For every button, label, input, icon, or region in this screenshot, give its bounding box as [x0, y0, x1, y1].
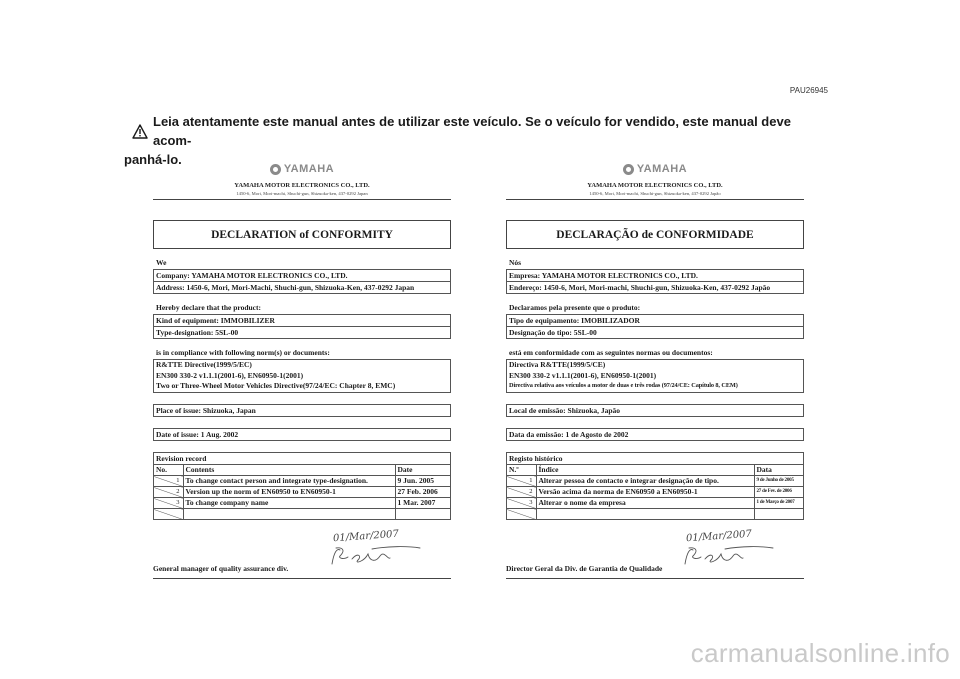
- revision-contents: Versão acima da norma de EN60950 a EN60950-1: [536, 487, 754, 498]
- warning-text-line2: panhá-lo.: [124, 152, 182, 167]
- declaration-english: [153, 160, 451, 579]
- revision-number: 2: [507, 487, 536, 498]
- column-header: Date: [395, 465, 450, 476]
- issue-date-row: Data da emissão: 1 de Agosto de 2002: [509, 430, 629, 440]
- column-header: N.º: [507, 465, 536, 476]
- table-row: [507, 487, 803, 498]
- we-label: We: [156, 258, 167, 267]
- revision-contents: Alterar pessoa de contacto e integrar designação de tipo.: [536, 476, 754, 487]
- revision-table: [507, 465, 803, 519]
- standards-box: [153, 359, 451, 393]
- column-header: No.: [154, 465, 183, 476]
- warning-text-line1: Leia atentamente este manual antes de utilizar este veículo. Se o veículo for vendido, este manual deve acom-: [153, 114, 791, 148]
- standards-box: [506, 359, 804, 393]
- company-address: 1450-6, Mori, Mori-machi, Shuchi-gun, Shizuoka-ken, 437-0292 Japão: [589, 191, 721, 196]
- signature-date: 01/Mar/2007: [332, 528, 400, 545]
- we-label: Nós: [509, 258, 522, 267]
- yamaha-logo: YAMAHA: [506, 160, 804, 178]
- table-row: [154, 487, 450, 498]
- signature-area: [506, 528, 804, 579]
- table-row-empty: [507, 509, 803, 520]
- declare-label: Hereby declare that the product:: [156, 303, 261, 312]
- signature-date: 01/Mar/2007: [685, 528, 753, 545]
- product-box: [506, 314, 804, 339]
- yamaha-logo: YAMAHA: [153, 160, 451, 178]
- revision-contents: Alterar o nome da empresa: [536, 498, 754, 509]
- equipment-row: Kind of equipment: IMMOBILIZER: [156, 316, 275, 325]
- header-divider: [153, 199, 451, 200]
- standard-item: Directiva R&TTE(1999/5/CE): [509, 360, 606, 369]
- standard-item: EN300 330-2 v1.1.1(2001-6), EN60950-1(2001): [509, 370, 657, 380]
- table-row-empty: [154, 509, 450, 520]
- tuning-fork-logo-icon: [623, 164, 634, 175]
- revision-date: 9 Jun. 2005: [395, 476, 450, 487]
- compliance-label: is in compliance with following norm(s) or documents:: [156, 348, 330, 357]
- table-row: [154, 476, 450, 487]
- column-header: Data: [754, 465, 803, 476]
- place-row: Local de emissão: Shizuoka, Japão: [509, 406, 621, 416]
- table-row: [507, 498, 803, 509]
- company-info-box: [506, 269, 804, 294]
- signature-line: [506, 578, 804, 579]
- issue-date-row: Date of issue: 1 Aug. 2002: [156, 430, 239, 440]
- standard-item: Directiva relativa aos veículos a motor de duas e três rodas (97/24/CE: Capítulo 8, CEM): [509, 382, 738, 390]
- place-row: Place of issue: Shizuoka, Japan: [156, 406, 256, 416]
- revision-header-row: [154, 465, 450, 476]
- declaration-title: DECLARAÇÃO de CONFORMIDADE: [506, 220, 804, 249]
- revision-date: 27 Feb. 2006: [395, 487, 450, 498]
- revision-date: 9 de Junho de 2005: [754, 476, 803, 487]
- revision-contents: Version up the norm of EN60950 to EN60950-1: [183, 487, 395, 498]
- date-box: [506, 428, 804, 441]
- company-address: 1450-6, Mori, Mori-machi, Shuchi-gun, Shizuoka-ken, 437-0292 Japan: [236, 191, 368, 196]
- revision-title: Registo histórico: [507, 453, 803, 465]
- declaration-portuguese: [506, 160, 804, 579]
- address-row: Address: 1450-6, Mori, Mori-Machi, Shuchi-gun, Shizuoka-Ken, 437-0292 Japan: [154, 281, 450, 293]
- company-row: Empresa: YAMAHA MOTOR ELECTRONICS CO., LTD.: [509, 271, 698, 280]
- column-header: Índice: [536, 465, 754, 476]
- compliance-label: está em conformidade com as seguintes normas ou documentos:: [509, 348, 713, 357]
- company-name: YAMAHA MOTOR ELECTRONICS CO., LTD.: [587, 182, 723, 189]
- signature-area: [153, 528, 451, 579]
- product-box: [153, 314, 451, 339]
- handwritten-signature-icon: [328, 544, 423, 570]
- header-divider: [506, 199, 804, 200]
- revision-title: Revision record: [154, 453, 450, 465]
- place-box: [153, 404, 451, 417]
- declare-label: Declaramos pela presente que o produto:: [509, 303, 641, 312]
- page-code: PAU26945: [789, 86, 828, 95]
- revision-table: [154, 465, 450, 519]
- revision-record: [506, 452, 804, 520]
- revision-date: 1 de Março de 2007: [754, 498, 803, 509]
- revision-number: 3: [507, 498, 536, 509]
- table-row: [154, 498, 450, 509]
- revision-record: [153, 452, 451, 520]
- company-name: YAMAHA MOTOR ELECTRONICS CO., LTD.: [234, 182, 370, 189]
- revision-contents: To change contact person and integrate type-designation.: [183, 476, 395, 487]
- company-row: Company: YAMAHA MOTOR ELECTRONICS CO., LTD.: [156, 271, 348, 280]
- revision-contents: To change company name: [183, 498, 395, 509]
- revision-number: 1: [154, 476, 183, 487]
- date-box: [153, 428, 451, 441]
- watermark: carmanualsonline.info: [690, 638, 950, 668]
- revision-date: 1 Mar. 2007: [395, 498, 450, 509]
- warning-triangle-icon: [132, 124, 148, 139]
- handwritten-signature-icon: [681, 544, 776, 570]
- signature-line: [153, 578, 451, 579]
- standard-item: R&TTE Directive(1999/5/EC): [156, 360, 252, 369]
- signatory-title: Director Geral da Div. de Garantia de Qualidade: [506, 564, 663, 574]
- company-info-box: [153, 269, 451, 294]
- signatory-title: General manager of quality assurance div.: [153, 564, 289, 574]
- tuning-fork-logo-icon: [270, 164, 281, 175]
- type-row: Type-designation: 5SL-00: [154, 326, 450, 338]
- address-row: Endereço: 1450-6, Mori, Mori-machi, Shuchi-gun, Shizuoka-Ken, 437-0292 Japão: [507, 281, 803, 293]
- place-box: [506, 404, 804, 417]
- revision-number: 2: [154, 487, 183, 498]
- revision-header-row: [507, 465, 803, 476]
- standard-item: Two or Three-Wheel Motor Vehicles Directive(97/24/EC: Chapter 8, EMC): [156, 381, 396, 391]
- revision-number: 1: [507, 476, 536, 487]
- table-row: [507, 476, 803, 487]
- standard-item: EN300 330-2 v1.1.1(2001-6), EN60950-1(2001): [156, 370, 304, 380]
- declaration-title: DECLARATION of CONFORMITY: [153, 220, 451, 249]
- column-header: Contents: [183, 465, 395, 476]
- revision-date: 27 de Fev. de 2006: [754, 487, 803, 498]
- revision-number: 3: [154, 498, 183, 509]
- equipment-row: Tipo de equipamento: IMOBILIZADOR: [509, 316, 640, 325]
- type-row: Designação do tipo: 5SL-00: [507, 326, 803, 338]
